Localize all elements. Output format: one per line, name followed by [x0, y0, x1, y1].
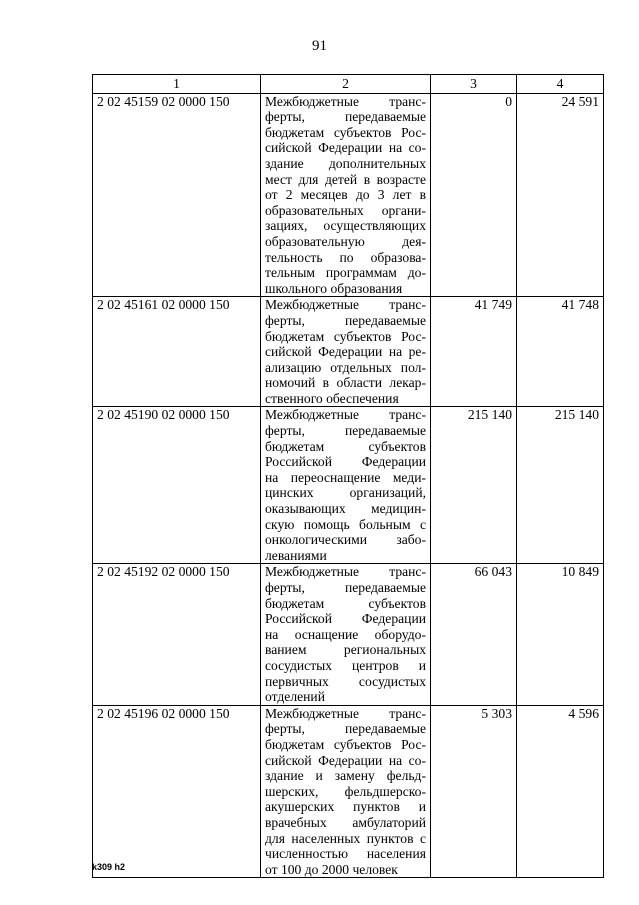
description-cell: [261, 705, 431, 878]
amount-col3-cell: 66 043: [431, 564, 517, 705]
description-line: леваниями: [265, 547, 327, 563]
description-line: ственного обеспечения: [265, 390, 399, 406]
amount-col3-cell: 5 303: [431, 705, 517, 878]
budget-code-cell: 2 02 45161 02 0000 150: [93, 297, 261, 407]
description-line: ванием региональных: [265, 642, 426, 658]
description-line: здание и замену фельд-: [265, 768, 426, 784]
budget-code-cell: 2 02 45192 02 0000 150: [93, 564, 261, 705]
description-line: Российской Федерации: [265, 611, 426, 627]
description-line: бюджетам субъектов: [265, 438, 426, 454]
description-cell: [261, 564, 431, 705]
description-line: врачебных амбулаторий: [265, 814, 426, 830]
column-header-3: 3: [431, 75, 517, 94]
description-line: оказывающих медицин-: [265, 501, 426, 517]
description-line: на переоснащение меди-: [265, 469, 426, 485]
description-line: ализацию отдельных пол-: [265, 359, 426, 375]
table-row: [93, 705, 604, 878]
description-line: бюджетам субъектов Рос-: [265, 736, 426, 752]
description-line: шерских, фельдшерско-: [265, 783, 426, 799]
description-line: ферты, передаваемые: [265, 312, 426, 328]
description-line: бюджетам субъектов Рос-: [265, 328, 426, 344]
budget-code-cell: 2 02 45159 02 0000 150: [93, 93, 261, 297]
description-line: номочий в области лекар-: [265, 375, 426, 391]
column-header-4: 4: [517, 75, 604, 94]
description-line: на оснащение оборудо-: [265, 626, 426, 642]
description-line: от 100 до 2000 человек: [265, 861, 398, 877]
column-header-1: 1: [93, 75, 261, 94]
description-line: Межбюджетные транс-: [265, 564, 426, 580]
description-line: Межбюджетные транс-: [265, 407, 426, 423]
description-line: здание дополнительных: [265, 155, 426, 171]
amount-col4-cell: 4 596: [517, 705, 604, 878]
description-cell: [261, 297, 431, 407]
table-body: [93, 93, 604, 878]
description-line: акушерских пунктов и: [265, 799, 426, 815]
table-row: [93, 93, 604, 297]
description-line: тельность по образова-: [265, 249, 426, 265]
description-line: ферты, передаваемые: [265, 109, 426, 125]
description-line: бюджетам субъектов Рос-: [265, 124, 426, 140]
page-number: 91: [312, 38, 327, 54]
amount-col3-cell: 215 140: [431, 407, 517, 564]
description-line: образовательную дея-: [265, 233, 426, 249]
description-line: ферты, передаваемые: [265, 423, 426, 439]
description-line: образовательных органи-: [265, 202, 426, 218]
description-line: от 2 месяцев до 3 лет в: [265, 187, 426, 203]
column-header-2: 2: [261, 75, 431, 94]
description-line: отделений: [265, 689, 325, 705]
amount-col3-cell: 41 749: [431, 297, 517, 407]
amount-col4-cell: 41 748: [517, 297, 604, 407]
description-line: ферты, передаваемые: [265, 721, 426, 737]
description-line: Межбюджетные транс-: [265, 297, 426, 313]
description-line: сийской Федерации на ре-: [265, 344, 426, 360]
table-row: [93, 297, 604, 407]
description-line: бюджетам субъектов: [265, 595, 426, 611]
description-line: ферты, передаваемые: [265, 580, 426, 595]
description-line: школьного образования: [265, 280, 403, 296]
description-cell: [261, 407, 431, 564]
description-line: сийской Федерации на со-: [265, 752, 426, 768]
description-line: Межбюджетные транс-: [265, 93, 426, 109]
description-line: цинских организаций,: [265, 485, 426, 501]
description-line: сийской Федерации на со-: [265, 140, 426, 156]
table-row: [93, 407, 604, 564]
description-line: Межбюджетные транс-: [265, 705, 426, 721]
description-line: скую помощь больным с: [265, 516, 426, 532]
description-line: мест для детей в возрасте: [265, 171, 426, 187]
description-line: численностью населения: [265, 846, 426, 862]
description-line: для населенных пунктов с: [265, 830, 426, 846]
table-row: [93, 564, 604, 705]
budget-table: [92, 74, 604, 878]
description-line: тельным программам до-: [265, 265, 426, 281]
description-line: зациях, осуществляющих: [265, 218, 426, 234]
description-line: Российской Федерации: [265, 454, 426, 470]
description-line: первичных сосудистых: [265, 673, 426, 689]
budget-code-cell: 2 02 45196 02 0000 150: [93, 705, 261, 878]
description-line: сосудистых центров и: [265, 657, 426, 673]
amount-col4-cell: 10 849: [517, 564, 604, 705]
description-cell: [261, 93, 431, 297]
document-code: k309 h2: [92, 862, 126, 872]
amount-col3-cell: 0: [431, 93, 517, 297]
amount-col4-cell: 24 591: [517, 93, 604, 297]
amount-col4-cell: 215 140: [517, 407, 604, 564]
table-header-row: [93, 75, 604, 94]
description-line: онкологическими забо-: [265, 532, 426, 548]
budget-code-cell: 2 02 45190 02 0000 150: [93, 407, 261, 564]
